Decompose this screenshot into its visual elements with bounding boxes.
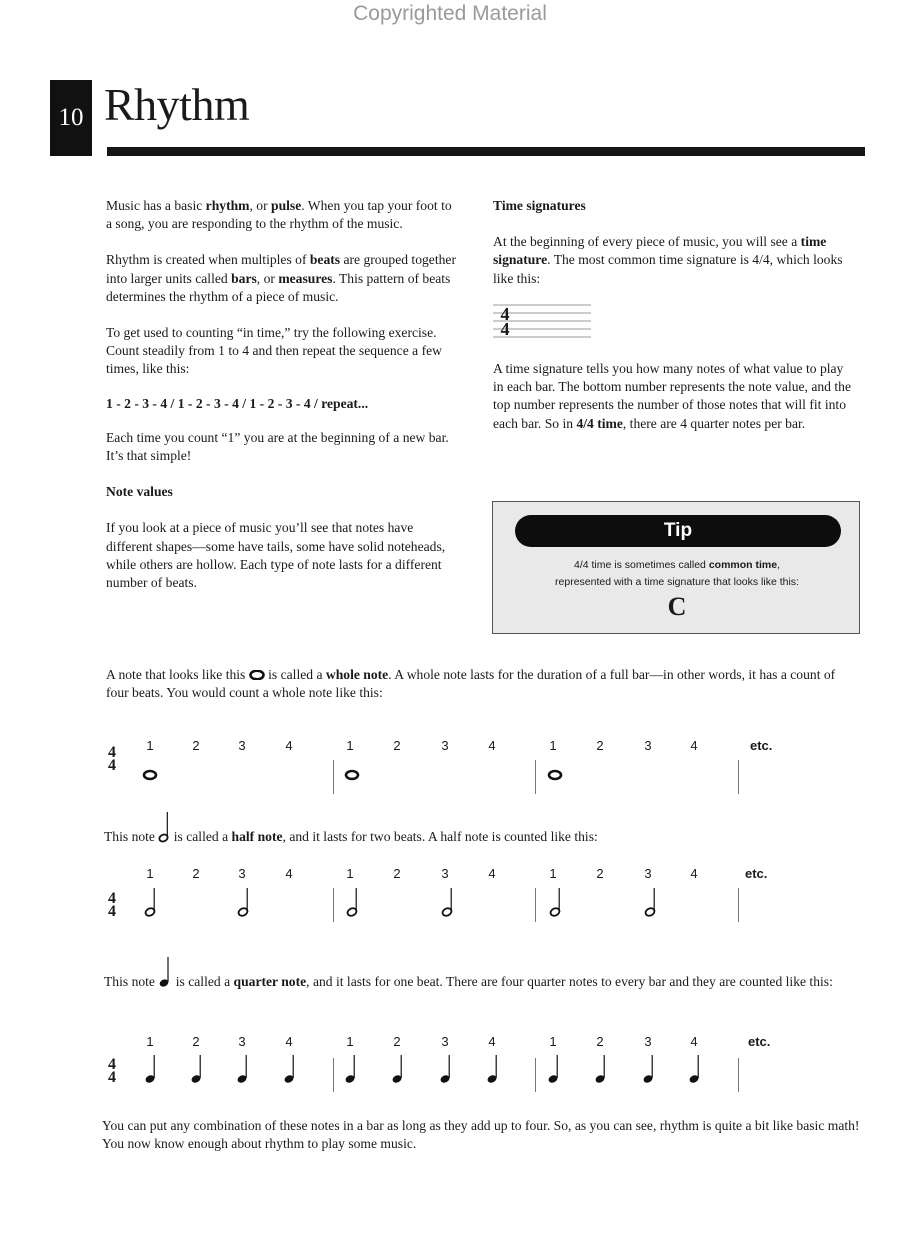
paragraph-time-signature: At the beginning of every piece of music, you will see a time signature. The most common time signature is 4/4, which looks like this: bbox=[493, 234, 843, 286]
time-signature-top: 4 bbox=[108, 890, 116, 907]
barline bbox=[535, 760, 536, 794]
time-signature-example-staff bbox=[493, 303, 591, 339]
beat-count: 4 bbox=[690, 738, 698, 753]
heading-time-signatures: Time signatures bbox=[493, 198, 586, 213]
quarter-note-icon bbox=[158, 955, 172, 989]
barline bbox=[738, 1058, 739, 1092]
time-signature bbox=[106, 1058, 118, 1084]
quarter-note bbox=[344, 1054, 358, 1084]
beat-count: 4 bbox=[488, 866, 496, 881]
beat-count: 3 bbox=[441, 738, 449, 753]
paragraph-rhythm-intro: Music has a basic rhythm, or pulse. When you tap your foot to a song, you are responding to the rhythm of the music. bbox=[106, 198, 452, 232]
tip-label: Tip bbox=[515, 515, 841, 547]
page-title: Rhythm bbox=[104, 79, 250, 130]
paragraph-new-bar: Each time you count “1” you are at the beginning of a new bar. It’s that simple! bbox=[106, 429, 449, 464]
rhythm-example-half bbox=[0, 860, 900, 930]
beat-count: 2 bbox=[393, 1034, 401, 1049]
quarter-note bbox=[144, 1054, 158, 1084]
etc-label: etc. bbox=[750, 738, 773, 753]
time-signature-bottom: 4 bbox=[108, 757, 116, 774]
beat-count: 1 bbox=[549, 1034, 557, 1049]
beat-count: 3 bbox=[644, 866, 652, 881]
rhythm-example-quarter bbox=[0, 1028, 900, 1098]
quarter-note bbox=[547, 1054, 561, 1084]
half-note bbox=[644, 887, 658, 917]
heading-note-values: Note values bbox=[106, 484, 173, 500]
beat-count: 1 bbox=[549, 738, 557, 753]
barline bbox=[333, 760, 334, 794]
time-signature-top: 4 bbox=[108, 1056, 116, 1073]
half-note bbox=[441, 887, 455, 917]
beat-count: 3 bbox=[644, 738, 652, 753]
beat-count: 2 bbox=[192, 738, 200, 753]
paragraph-half-note: This note is called a half note, and it lasts for two beats. A half note is counted like this: bbox=[104, 828, 864, 846]
barline bbox=[535, 888, 536, 922]
whole-note bbox=[142, 769, 158, 781]
quarter-note bbox=[283, 1054, 297, 1084]
right-column bbox=[493, 197, 853, 288]
beat-count: 4 bbox=[285, 866, 293, 881]
half-note bbox=[237, 887, 251, 917]
beat-count: 1 bbox=[346, 738, 354, 753]
paragraph-closing: You can put any combination of these notes in a bar as long as they add up to four. So, as you can see, rhythm is quite a bit like basic math! You now know enough about rhythm to play some music. bbox=[102, 1118, 860, 1152]
quarter-note bbox=[236, 1054, 250, 1084]
paragraph-whole-note: A note that looks like this is called a whole note. A whole note lasts for the duration of a full bar—in other words, it has a count of four beats. You would count a whole note like this: bbox=[106, 667, 836, 701]
beat-count: 2 bbox=[596, 1034, 604, 1049]
etc-label: etc. bbox=[745, 866, 768, 881]
beat-count: 1 bbox=[346, 1034, 354, 1049]
time-signature bbox=[106, 892, 118, 918]
quarter-note bbox=[439, 1054, 453, 1084]
paragraph-time-signature-meaning: A time signature tells you how many notes of what value to play in each bar. The bottom number represents the note value, and the top number represents the number of those notes that will fit into each bar. So in 4/4 time, there are 4 quarter notes per bar. bbox=[493, 361, 851, 431]
quarter-note bbox=[391, 1054, 405, 1084]
beat-count: 1 bbox=[346, 866, 354, 881]
beat-count: 3 bbox=[238, 738, 246, 753]
paragraph-quarter-note: This note is called a quarter note, and it lasts for one beat. There are four quarter notes to every bar and they are counted like this: bbox=[104, 973, 856, 991]
beat-count: 3 bbox=[238, 1034, 246, 1049]
rhythm-example-whole bbox=[0, 730, 900, 800]
beat-count: 2 bbox=[192, 1034, 200, 1049]
beat-count: 2 bbox=[393, 738, 401, 753]
whole-note bbox=[547, 769, 563, 781]
beat-count: 3 bbox=[441, 866, 449, 881]
barline bbox=[333, 1058, 334, 1092]
paragraph-counting: To get used to counting “in time,” try the following exercise. Count steadily from 1 to 4 and then repeat the sequence a few times, like this: bbox=[106, 325, 442, 377]
whole-note-icon bbox=[249, 670, 265, 680]
beat-count: 3 bbox=[441, 1034, 449, 1049]
time-signature-bottom: 4 bbox=[108, 1069, 116, 1086]
beat-count: 4 bbox=[690, 866, 698, 881]
half-note bbox=[549, 887, 563, 917]
beat-count: 1 bbox=[549, 866, 557, 881]
time-signature-top: 4 bbox=[108, 744, 116, 761]
beat-count: 1 bbox=[146, 738, 154, 753]
half-note-icon bbox=[158, 810, 170, 844]
quarter-note bbox=[190, 1054, 204, 1084]
time-signature bbox=[106, 746, 118, 772]
barline bbox=[738, 888, 739, 922]
beat-count: 4 bbox=[690, 1034, 698, 1049]
beat-count: 4 bbox=[488, 1034, 496, 1049]
beat-count: 3 bbox=[238, 866, 246, 881]
time-signature-bottom: 4 bbox=[108, 903, 116, 920]
beat-count: 4 bbox=[285, 738, 293, 753]
half-note bbox=[144, 887, 158, 917]
paragraph-note-shapes: If you look at a piece of music you’ll see that notes have different shapes—some have tails, some have solid noteheads, while others are hollow. Each type of note lasts for a different number of beats. bbox=[106, 520, 446, 591]
title-rule bbox=[107, 147, 865, 156]
beat-count: 4 bbox=[285, 1034, 293, 1049]
quarter-note bbox=[688, 1054, 702, 1084]
beat-count: 1 bbox=[146, 866, 154, 881]
barline bbox=[333, 888, 334, 922]
beat-count: 2 bbox=[596, 866, 604, 881]
beat-count: 2 bbox=[192, 866, 200, 881]
quarter-note bbox=[594, 1054, 608, 1084]
tip-line-1: 4/4 time is sometimes called common time, bbox=[574, 559, 780, 571]
common-time-symbol: C bbox=[667, 592, 687, 621]
etc-label: etc. bbox=[748, 1034, 771, 1049]
watermark: Copyrighted Material bbox=[353, 2, 547, 25]
quarter-note bbox=[486, 1054, 500, 1084]
tip-line-2: represented with a time signature that looks like this: bbox=[555, 576, 799, 588]
beat-count: 2 bbox=[393, 866, 401, 881]
count-line: 1 - 2 - 3 - 4 / 1 - 2 - 3 - 4 / 1 - 2 - 3 - 4 / repeat... bbox=[106, 395, 369, 411]
barline bbox=[535, 1058, 536, 1092]
beat-count: 3 bbox=[644, 1034, 652, 1049]
tip-box bbox=[492, 501, 860, 634]
barline bbox=[738, 760, 739, 794]
left-column bbox=[106, 197, 456, 592]
paragraph-beats-bars: Rhythm is created when multiples of beats are grouped together into larger units called bars, or measures. This pattern of beats determines the rhythm of a piece of music. bbox=[106, 252, 456, 304]
beat-count: 2 bbox=[596, 738, 604, 753]
beat-count: 4 bbox=[488, 738, 496, 753]
page-number: 10 bbox=[50, 80, 92, 156]
whole-note bbox=[344, 769, 360, 781]
quarter-note bbox=[642, 1054, 656, 1084]
example-time-signature: 4 4 bbox=[500, 304, 510, 339]
half-note bbox=[346, 887, 360, 917]
beat-count: 1 bbox=[146, 1034, 154, 1049]
